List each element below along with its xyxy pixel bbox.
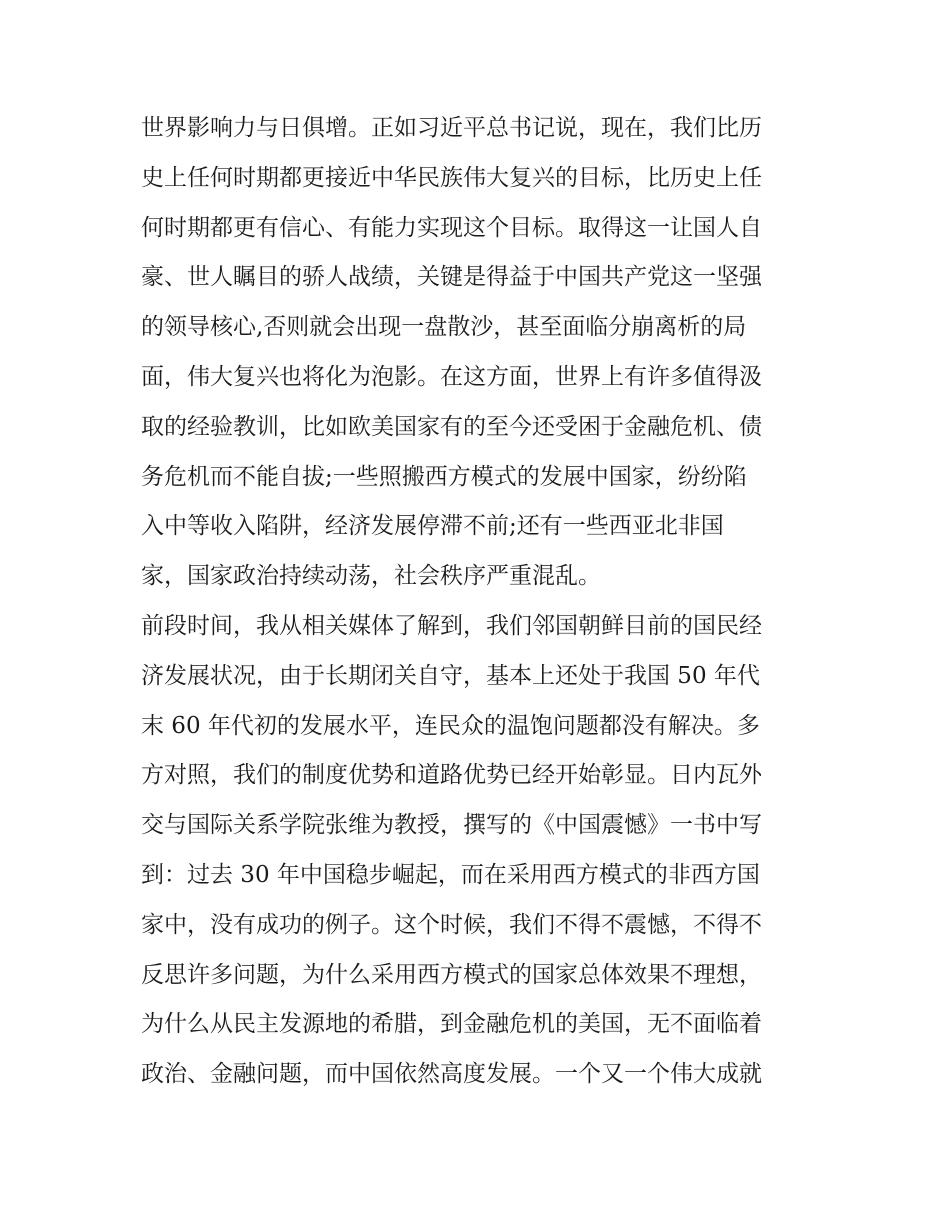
text-line: 入中等收入陷阱，经济发展停滞不前;还有一些西亚北非国 <box>141 513 724 540</box>
text-line: 反思许多问题，为什么采用西方模式的国家总体效果不理想， <box>141 961 762 988</box>
text-line: 方对照，我们的制度优势和道路优势已经开始彰显。日内瓦外 <box>141 762 762 789</box>
text-line: 豪、世人瞩目的骄人战绩，关键是得益于中国共产党这一坚强 <box>141 264 762 291</box>
text-line: 务危机而不能自拔;一些照搬西方模式的发展中国家，纷纷陷 <box>141 463 747 490</box>
text-line: 前段时间，我从相关媒体了解到，我们邻国朝鲜目前的国民经 <box>141 612 762 639</box>
text-line: 末 60 年代初的发展水平，连民众的温饱问题都没有解决。多 <box>141 712 760 739</box>
text-line: 为什么从民主发源地的希腊，到金融危机的美国，无不面临着 <box>141 1011 762 1038</box>
text-line: 的领导核心,否则就会出现一盘散沙，甚至面临分崩离析的局 <box>141 314 747 341</box>
text-line: 济发展状况，由于长期闭关自守，基本上还处于我国 50 年代 <box>141 662 760 689</box>
text-line: 何时期都更有信心、有能力实现这个目标。取得这一让国人自 <box>141 214 762 241</box>
text-line: 家，国家政治持续动荡，社会秩序严重混乱。 <box>141 563 601 590</box>
text-line: 交与国际关系学院张维为教授，撰写的《中国震憾》一书中写 <box>141 812 762 839</box>
text-line: 史上任何时期都更接近中华民族伟大复兴的目标，比历史上任 <box>141 164 762 191</box>
text-line: 面，伟大复兴也将化为泡影。在这方面，世界上有许多值得汲 <box>141 363 762 390</box>
text-line: 家中，没有成功的例子。这个时候，我们不得不震憾，不得不 <box>141 911 762 938</box>
text-line: 政治、金融问题，而中国依然高度发展。一个又一个伟大成就 <box>141 1061 762 1088</box>
text-line: 世界影响力与日俱增。正如习近平总书记说，现在，我们比历 <box>141 115 762 141</box>
text-line: 取的经验教训，比如欧美国家有的至今还受困于金融危机、债 <box>141 413 762 440</box>
body-text <box>141 104 831 1100</box>
text-line: 到：过去 30 年中国稳步崛起，而在采用西方模式的非西方国 <box>141 861 760 888</box>
